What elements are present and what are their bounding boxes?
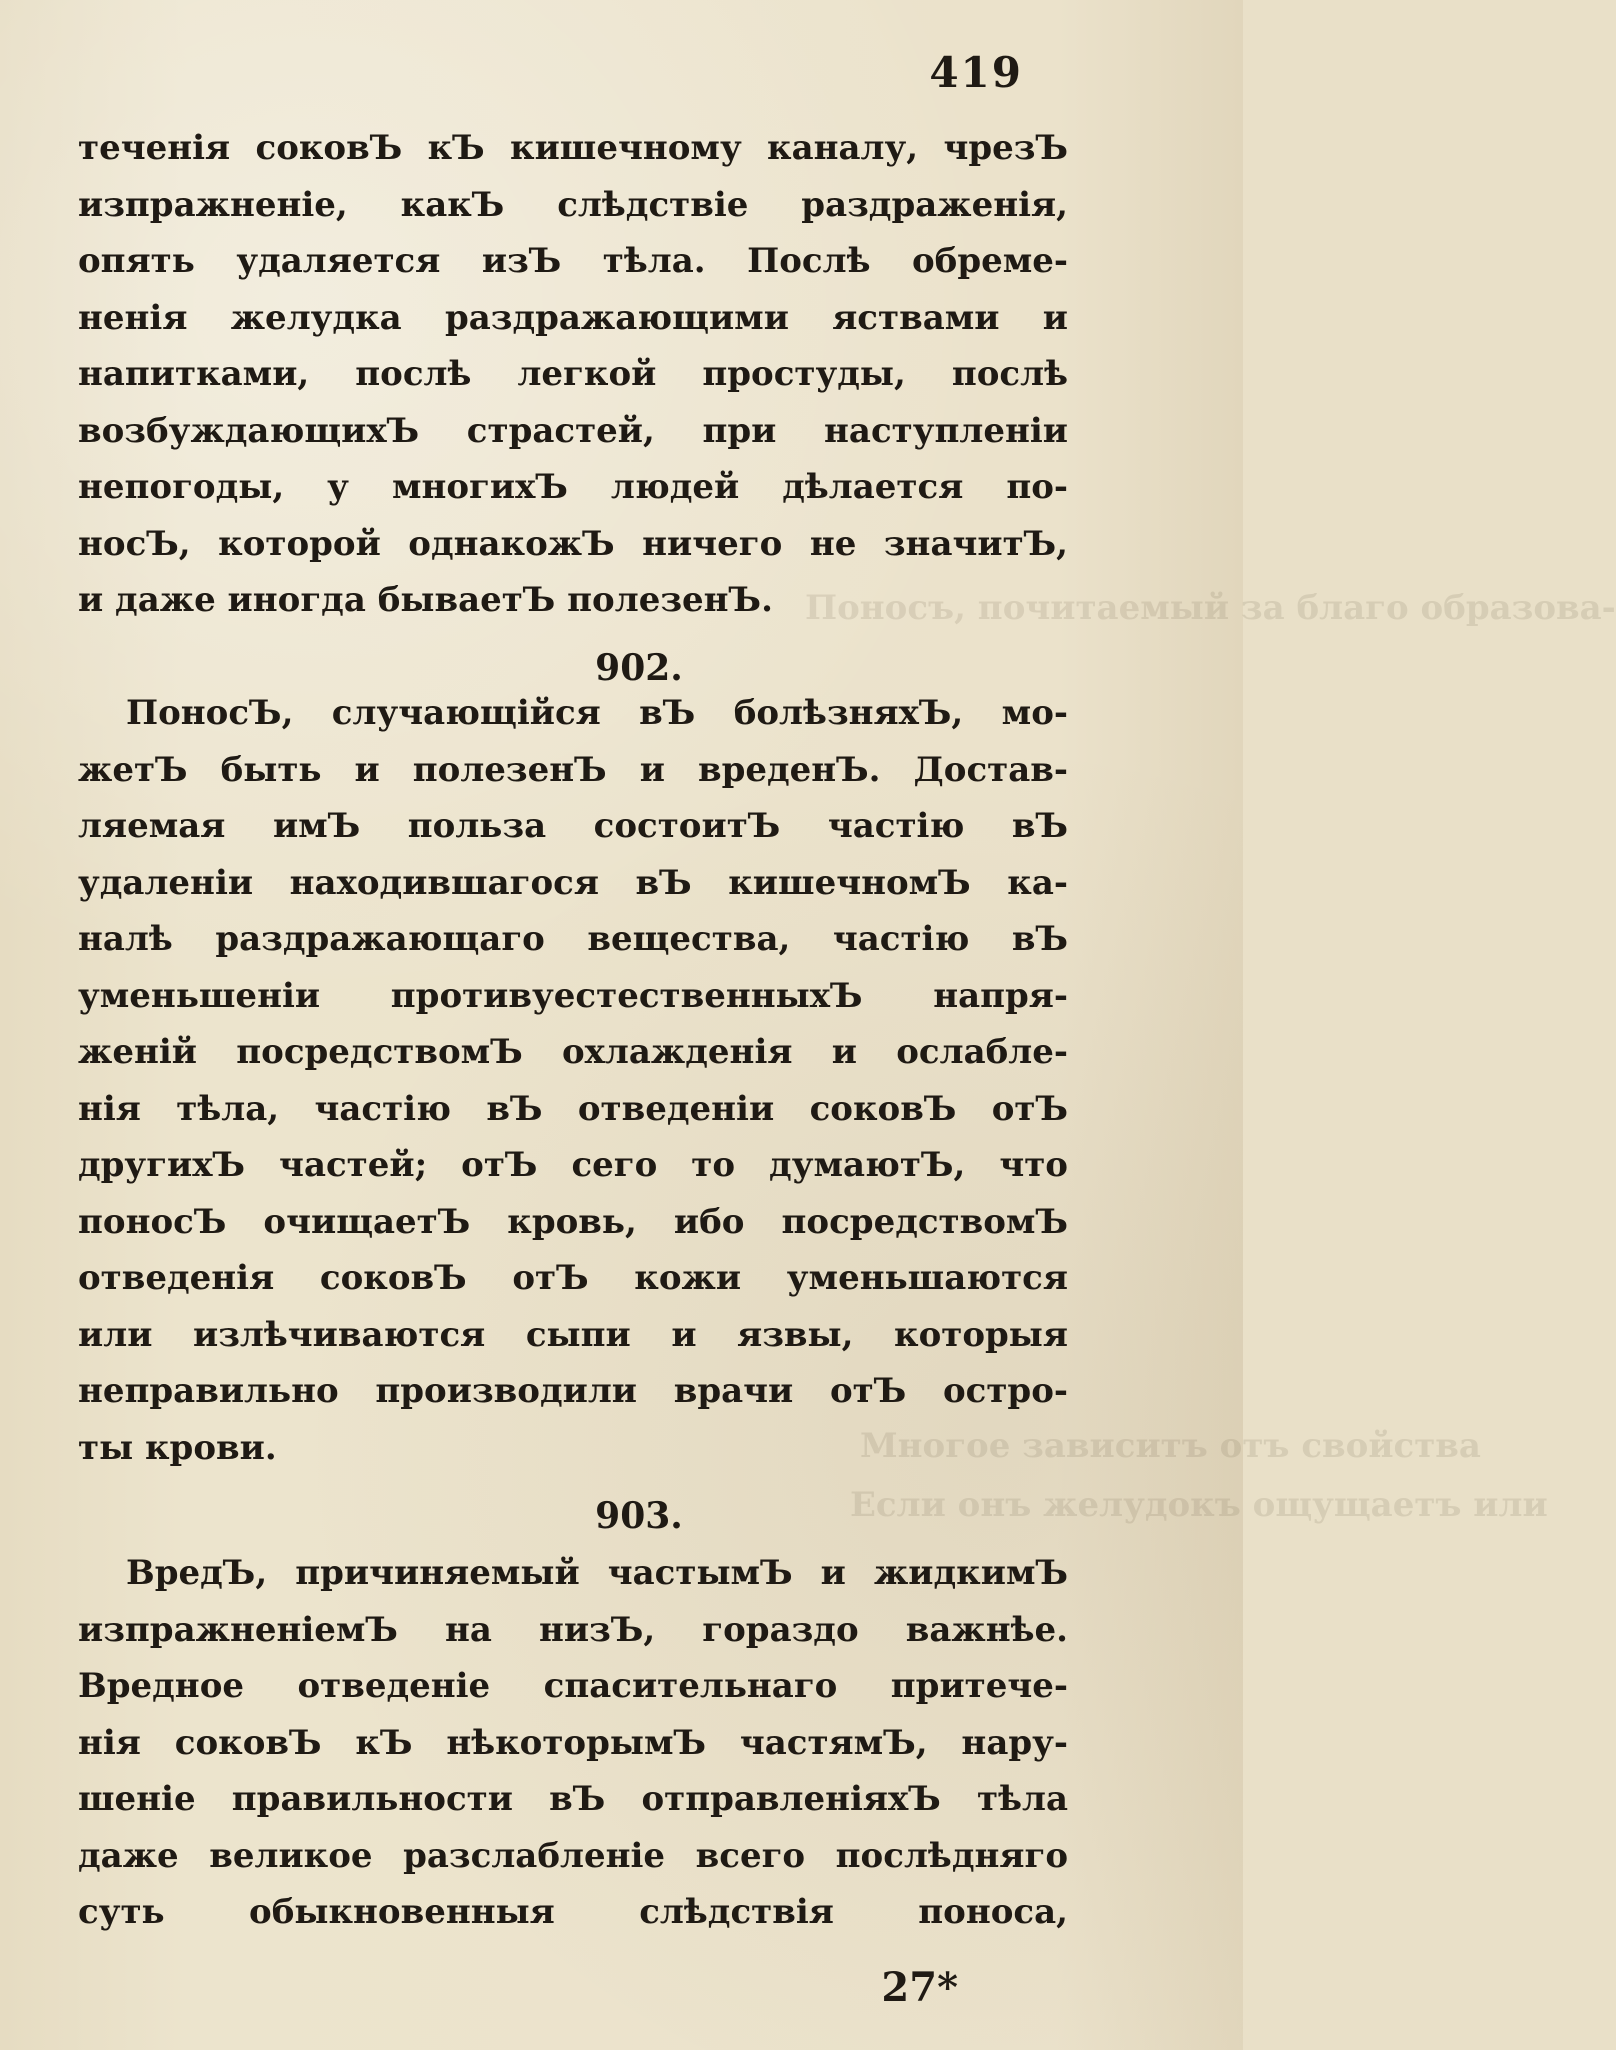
printer-signature-mark: 27*: [881, 1964, 958, 2011]
text-line: удаленіи находившагося вЪ кишечномЪ ка-: [78, 862, 1068, 903]
text-line: возбуждающихЪ страстей, при наступленіи: [78, 410, 1068, 451]
text-line: Вредное отведеніе спасительнаго притече-: [78, 1666, 1068, 1706]
text-line: напитками, послѣ легкой простуды, послѣ: [78, 354, 1068, 394]
text-line: носЪ, которой однакожЪ ничего не значитЪ,: [78, 523, 1068, 564]
text-line: нія соковЪ кЪ нѣкоторымЪ частямЪ, нару-: [78, 1722, 1068, 1763]
text-line: нія тѣла, частію вЪ отведеніи соковЪ отЪ: [78, 1088, 1068, 1129]
bleed-through-text: Многое зависитъ отъ свойства: [860, 1426, 1481, 1466]
section-number-902: 902.: [595, 647, 683, 689]
section-902-paragraph: [78, 685, 1068, 1476]
text-line: налѣ раздражающаго вещества, частію вЪ: [78, 919, 1068, 959]
text-line: поносЪ очищаетЪ кровь, ибо посредствомЪ: [78, 1201, 1068, 1242]
text-line: отведенія соковЪ отЪ кожи уменьшаются: [78, 1258, 1068, 1298]
text-line: суть обыкновенныя слѣдствія поноса,: [78, 1892, 1068, 1932]
section-number-903: 903.: [595, 1495, 683, 1537]
text-line: другихЪ частей; отЪ сего то думаютЪ, что: [78, 1145, 1068, 1185]
text-line: и даже иногда бываетЪ полезенЪ.: [78, 580, 773, 620]
text-line: неправильно производили врачи отЪ остро-: [78, 1371, 1068, 1411]
text-line: шеніе правильности вЪ отправленіяхЪ тѣла: [78, 1779, 1068, 1819]
text-line: ненія желудка раздражающими яствами и: [78, 297, 1068, 338]
text-line: даже великое разслабленіе всего послѣдняго: [78, 1835, 1068, 1876]
intro-paragraph: [78, 120, 1068, 629]
text-line: непогоды, у многихЪ людей дѣлается по-: [78, 467, 1068, 507]
text-line: изпражненіе, какЪ слѣдствіе раздраженія,: [78, 184, 1068, 225]
text-line: изпражненіемЪ на низЪ, гораздо важнѣе.: [78, 1609, 1068, 1650]
text-line: ты крови.: [78, 1427, 277, 1468]
page-number: 419: [929, 48, 1023, 97]
text-line: уменьшеніи противуестественныхЪ напря-: [78, 975, 1068, 1016]
text-line: или излѣчиваются сыпи и язвы, которыя: [78, 1314, 1068, 1355]
text-line: теченія соковЪ кЪ кишечному каналу, чрезЪ: [78, 128, 1068, 168]
text-line: ляемая имЪ польза состоитЪ частію вЪ: [78, 806, 1068, 846]
text-line: ВредЪ, причиняемый частымЪ и жидкимЪ: [126, 1553, 1068, 1593]
bleed-through-text: Если онъ желудокъ ощущаетъ или: [850, 1485, 1548, 1525]
text-line: опять удаляется изЪ тѣла. Послѣ обреме-: [78, 241, 1068, 281]
text-line: жетЪ быть и полезенЪ и вреденЪ. Достав-: [78, 749, 1068, 790]
section-903-paragraph: [78, 1545, 1068, 1941]
bleed-through-text: Поносъ, почитаемый за благо образова-: [805, 588, 1616, 628]
text-line: женій посредствомЪ охлажденія и ослабле-: [78, 1032, 1068, 1072]
text-line: ПоносЪ, случающійся вЪ болѣзняхЪ, мо-: [126, 693, 1068, 733]
